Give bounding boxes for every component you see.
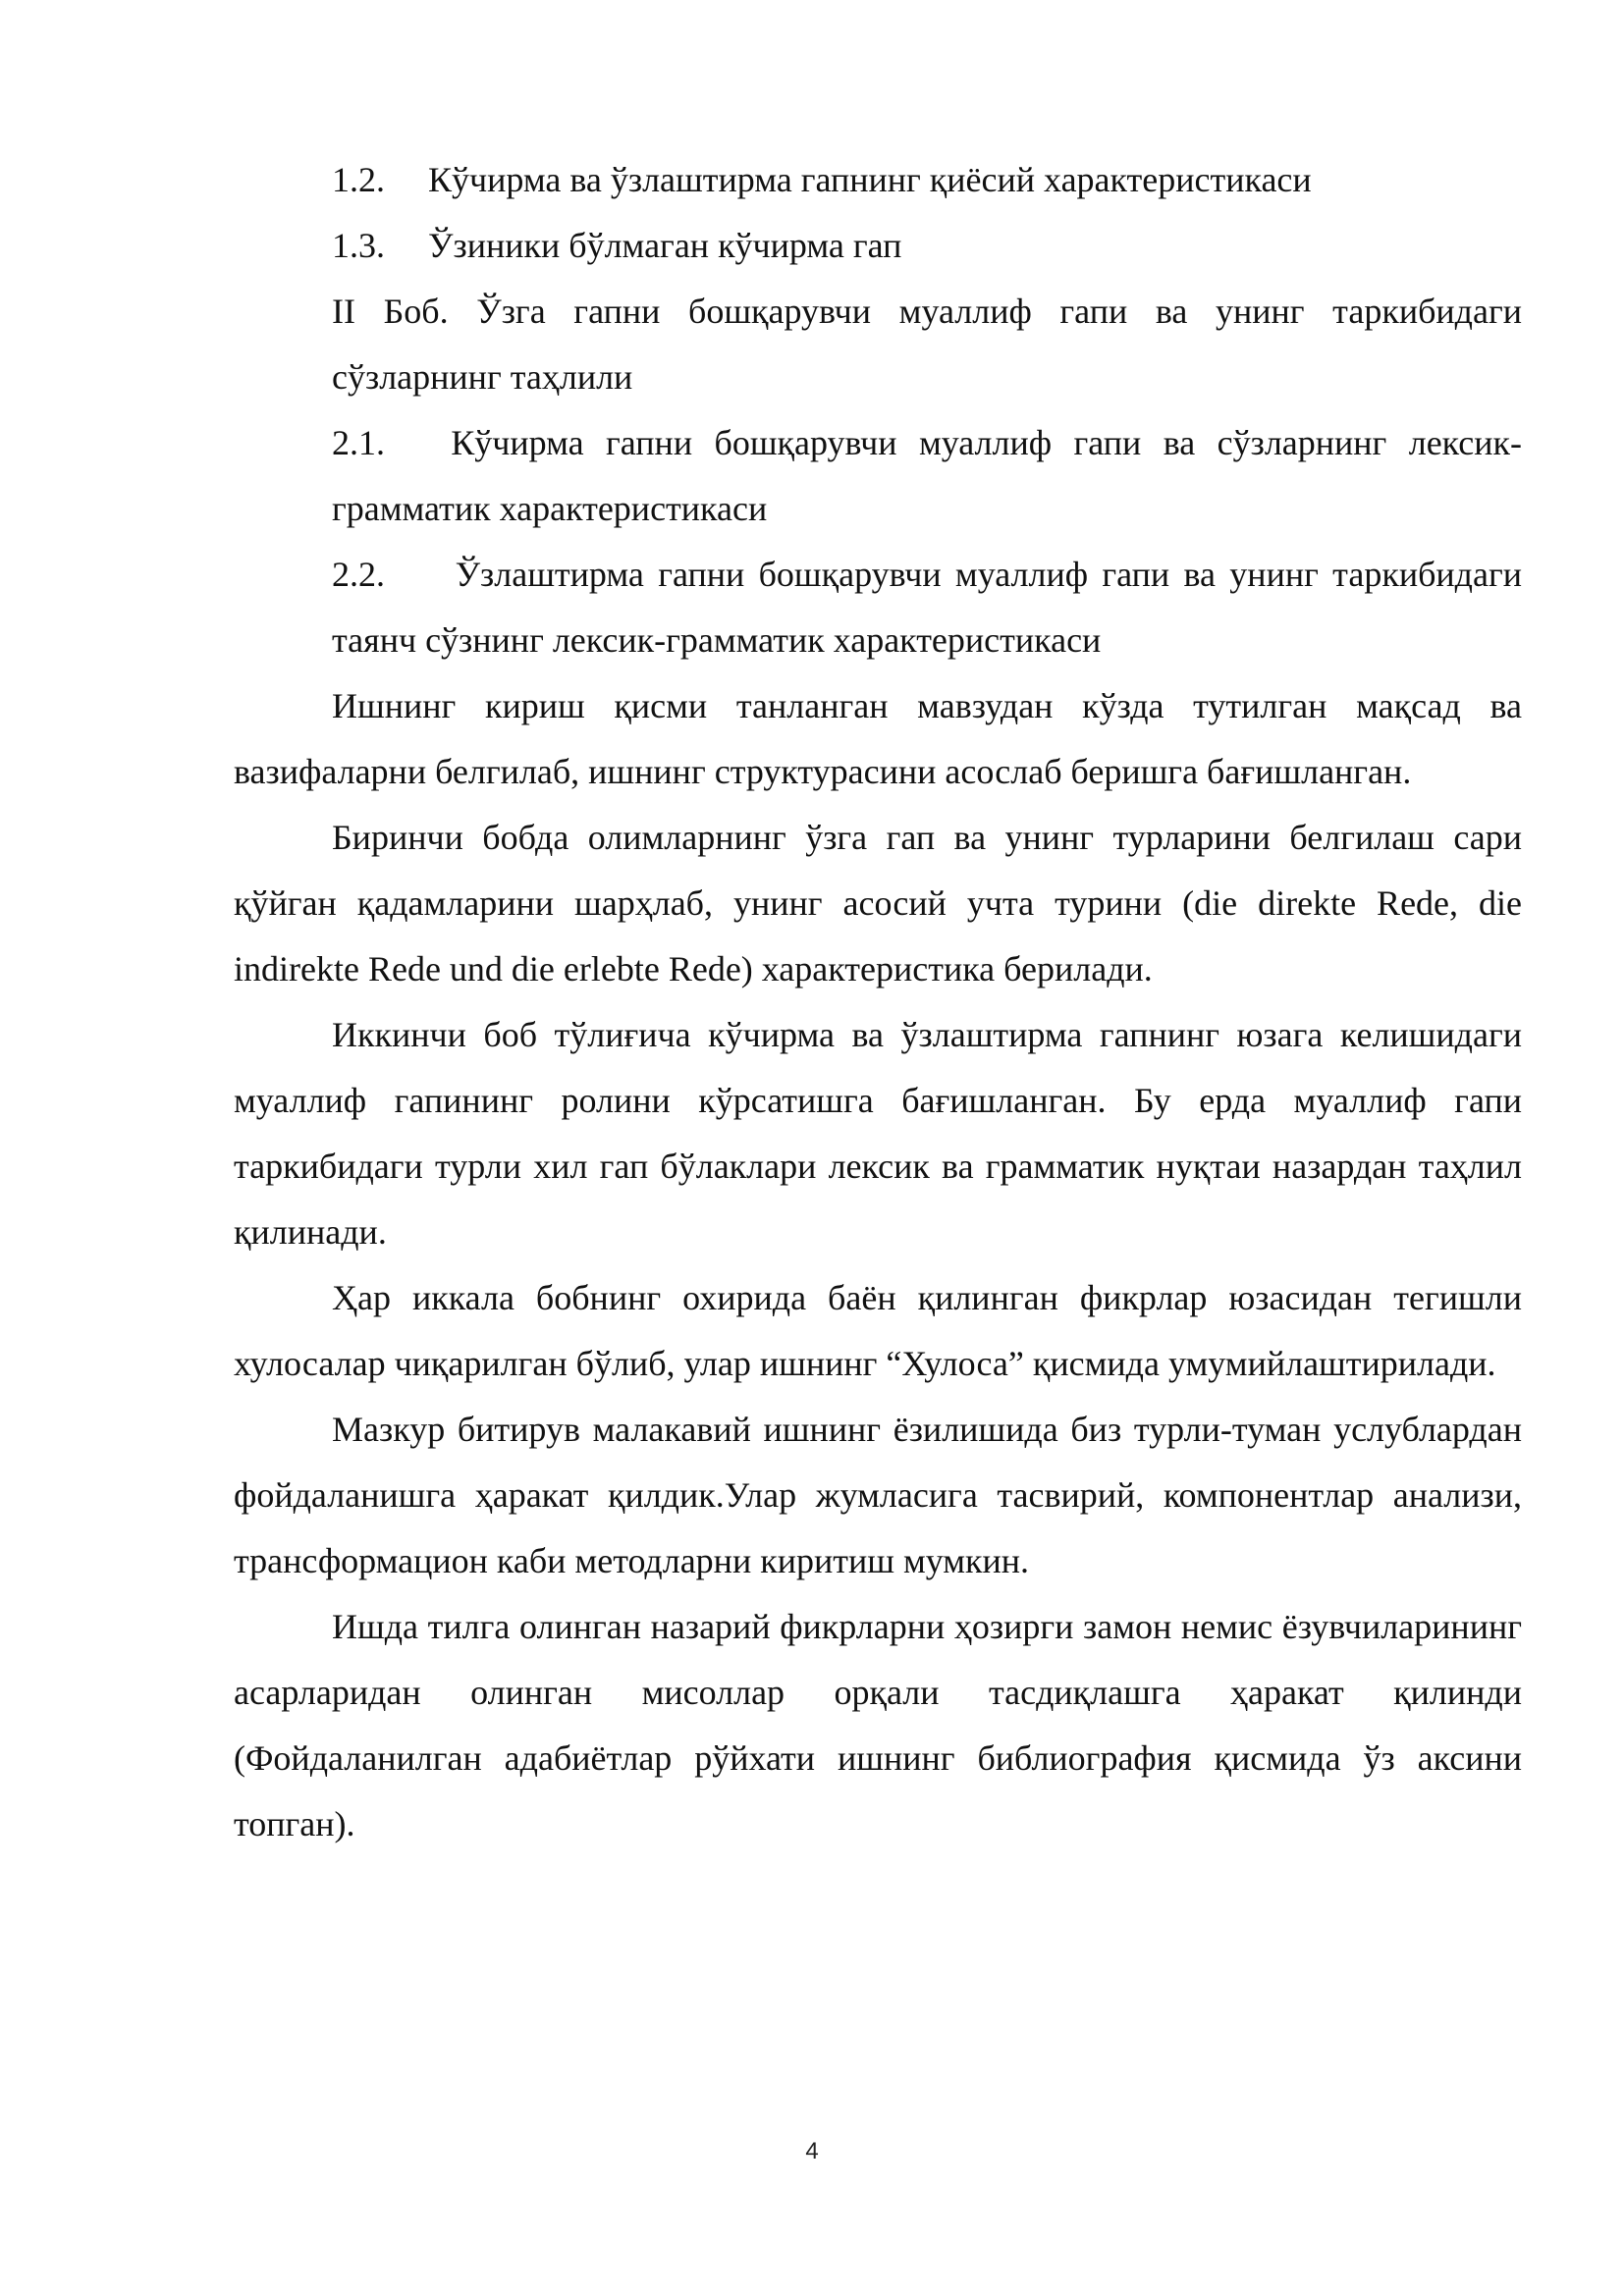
page-number: 4 — [805, 2138, 819, 2164]
toc-item-number: 2.2. — [332, 555, 385, 594]
toc-item-2-2 — [332, 542, 1522, 673]
toc-chapter-2 — [332, 279, 1522, 410]
toc-item-title — [332, 410, 1522, 542]
toc-item-title — [332, 542, 1522, 673]
toc-chapter-title: II Боб. Ўзга гапни бошқарувчи муаллиф гапи ва унинг таркибидаги сўзларнинг таҳлили — [332, 292, 1522, 397]
toc-item-title: Ўзиники бўлмаган кўчирма гап — [428, 226, 902, 265]
toc-item-1-2 — [332, 147, 1522, 213]
paragraph-examples: Ишда тилга олинган назарий фикрларни ҳозирги замон немис ёзувчиларининг асарларидан олинган мисоллар орқали тасдиқлашга ҳаракат қилинди (Фойдаланилган адабиётлар рўйхати ишнинг библиография қисмида ўз аксини топган). — [234, 1607, 1522, 1843]
toc-item-title: Кўчирма ва ўзлаштирма гапнинг қиёсий характеристикаси — [428, 160, 1312, 199]
paragraph-methods: Мазкур битирув малакавий ишнинг ёзилишида биз турли-туман услублардан фойдаланишга ҳаракат қилдик.Улар жумласига тасвирий, компонентлар анализи, трансформацион каби методларни киритиш мумкин. — [234, 1410, 1522, 1580]
toc-item-number: 1.3. — [332, 226, 385, 265]
page-content — [234, 147, 1522, 1857]
toc-item-number: 2.1. — [332, 423, 385, 462]
toc-item-text: Ўзлаштирма гапни бошқарувчи муаллиф гапи ва унинг таркибидаги таянч сўзнинг лексик-грамматик характеристикаси — [332, 555, 1522, 660]
paragraph-chapter-1: Биринчи бобда олимларнинг ўзга гап ва унинг турларини белгилаш сари қўйган қадамларини шарҳлаб, унинг асосий учта турини (die direkte Rede, die indirekte Rede und die erlebte Rede) характеристика берилади. — [234, 818, 1522, 988]
toc-item-text: Кўчирма гапни бошқарувчи муаллиф гапи ва сўзларнинг лексик-грамматик характеристикаси — [332, 423, 1522, 528]
paragraph-conclusions: Ҳар иккала бобнинг охирида баён қилинган фикрлар юзасидан тегишли хулосалар чиқарилган бўлиб, улар ишнинг “Хулоса” қисмида умумийлаштирилади. — [234, 1278, 1522, 1383]
paragraph-chapter-2: Иккинчи боб тўлиғича кўчирма ва ўзлаштирма гапнинг юзага келишидаги муаллиф гапининг ролини кўрсатишга бағишланган. Бу ерда муаллиф гапи таркибидаги турли хил гап бўлаклари лексик ва грамматик нуқтаи назардан таҳлил қилинади. — [234, 1015, 1522, 1252]
toc-item-2-1 — [332, 410, 1522, 542]
toc-item-number: 1.2. — [332, 160, 385, 199]
paragraph-introduction: Ишнинг кириш қисми танланган мавзудан кўзда тутилган мақсад ва вазифаларни белгилаб, ишнинг структурасини асослаб беришга бағишланган. — [234, 686, 1522, 791]
toc-item-1-3 — [332, 213, 1522, 279]
table-of-contents — [234, 147, 1522, 673]
